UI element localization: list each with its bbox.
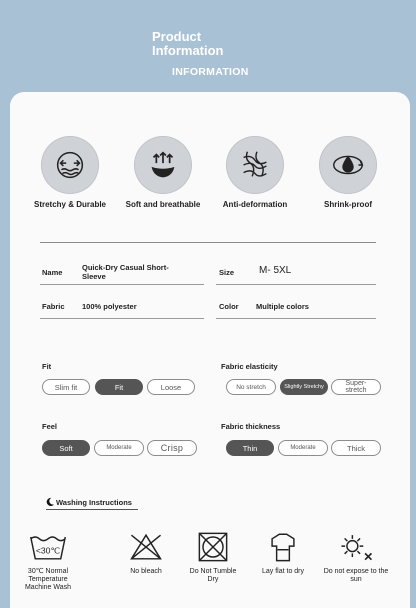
care-item-lay-flat [243,530,323,576]
care-label-line2: Dry [207,576,219,583]
thickness-option-moderate[interactable]: Moderate [278,440,328,456]
care-label-line2: sun [350,576,362,583]
feel-label: Feel [42,422,58,431]
thickness-option-thin[interactable]: Thin [226,440,274,456]
elasticity-option-slight[interactable]: Slightly Stretchy [280,379,328,395]
no-bleach-icon [126,530,166,564]
elasticity-option-none[interactable]: No stretch [226,379,276,395]
no-tumble-dry-icon [193,530,233,564]
feature-circle [134,136,192,194]
feature-circle [319,136,377,194]
care-label-line1: Do not expose to the [323,568,389,575]
moon-icon [46,497,55,506]
feature-stretchy [22,136,118,209]
care-item-no-sun [316,530,396,584]
care-label [173,568,253,584]
feature-label: Anti-deformation [222,200,288,209]
color-label: Color [219,302,239,311]
breathable-icon [144,146,182,184]
header [0,0,416,100]
fit-label: Fit [42,362,52,371]
care-label [316,568,396,584]
feel-option-moderate[interactable]: Moderate [94,440,144,456]
page-subtitle: INFORMATION [172,66,249,78]
stretch-icon [51,146,89,184]
feature-shrink-proof [300,136,396,209]
wash-temp-text: <30℃ [35,545,61,556]
feature-circle [226,136,284,194]
no-sun-icon [336,530,376,564]
fit-option-loose[interactable]: Loose [147,379,195,395]
spec-underline [40,284,204,285]
fit-option-slim[interactable]: Slim fit [42,379,90,395]
page-title-line1: Product [152,29,202,44]
care-item-no-tumble [173,530,253,584]
washing-underline [46,509,138,510]
info-card [10,92,410,608]
feature-circle [41,136,99,194]
feature-anti-deformation [207,136,303,209]
section-divider [40,242,376,243]
care-label-line1: 30℃ Normal Temperature [27,568,69,583]
page-title-line2: Information [152,43,224,58]
lay-flat-dry-icon [263,530,303,564]
color-value: Multiple colors [256,302,309,311]
care-label-line1: No bleach [130,568,162,575]
feature-breathable [115,136,211,209]
anti-deformation-icon [236,146,274,184]
size-label: Size [219,268,235,277]
name-value-line2: Sleeve [82,272,106,281]
size-value: M- 5XL [259,265,292,276]
feature-label: Stretchy & Durable [33,200,107,209]
fabric-value: 100% polyester [82,302,137,311]
care-label [243,568,323,576]
care-label-line1: Lay flat to dry [261,568,305,575]
washing-title: Washing Instructions [56,498,132,507]
fabric-label: Fabric [42,302,65,311]
care-label-line2: Machine Wash [24,584,72,591]
fit-option-fit[interactable]: Fit [95,379,143,395]
care-label [8,568,88,592]
elasticity-option-super[interactable]: Super-stretch [331,379,381,395]
spec-underline [216,284,376,285]
care-item-wash [8,530,88,592]
thickness-option-thick[interactable]: Thick [331,440,381,456]
page-title [152,30,224,58]
elasticity-label: Fabric elasticity [221,362,278,371]
shrink-proof-icon [329,146,367,184]
name-value [82,263,169,281]
feel-option-soft[interactable]: Soft [42,440,90,456]
feel-option-crisp[interactable]: Crisp [147,440,197,456]
care-label-line1: Do Not Tumble [189,568,237,575]
name-value-line1: Quick-Dry Casual Short- [82,263,169,272]
thickness-label: Fabric thickness [221,422,281,431]
name-label: Name [42,268,63,277]
feature-row [10,136,410,216]
feature-label: Shrink-proof [324,200,372,209]
feature-label: Soft and breathable [125,200,201,209]
wash-tub-icon [28,530,68,564]
spec-underline [216,318,376,319]
spec-underline [40,318,204,319]
